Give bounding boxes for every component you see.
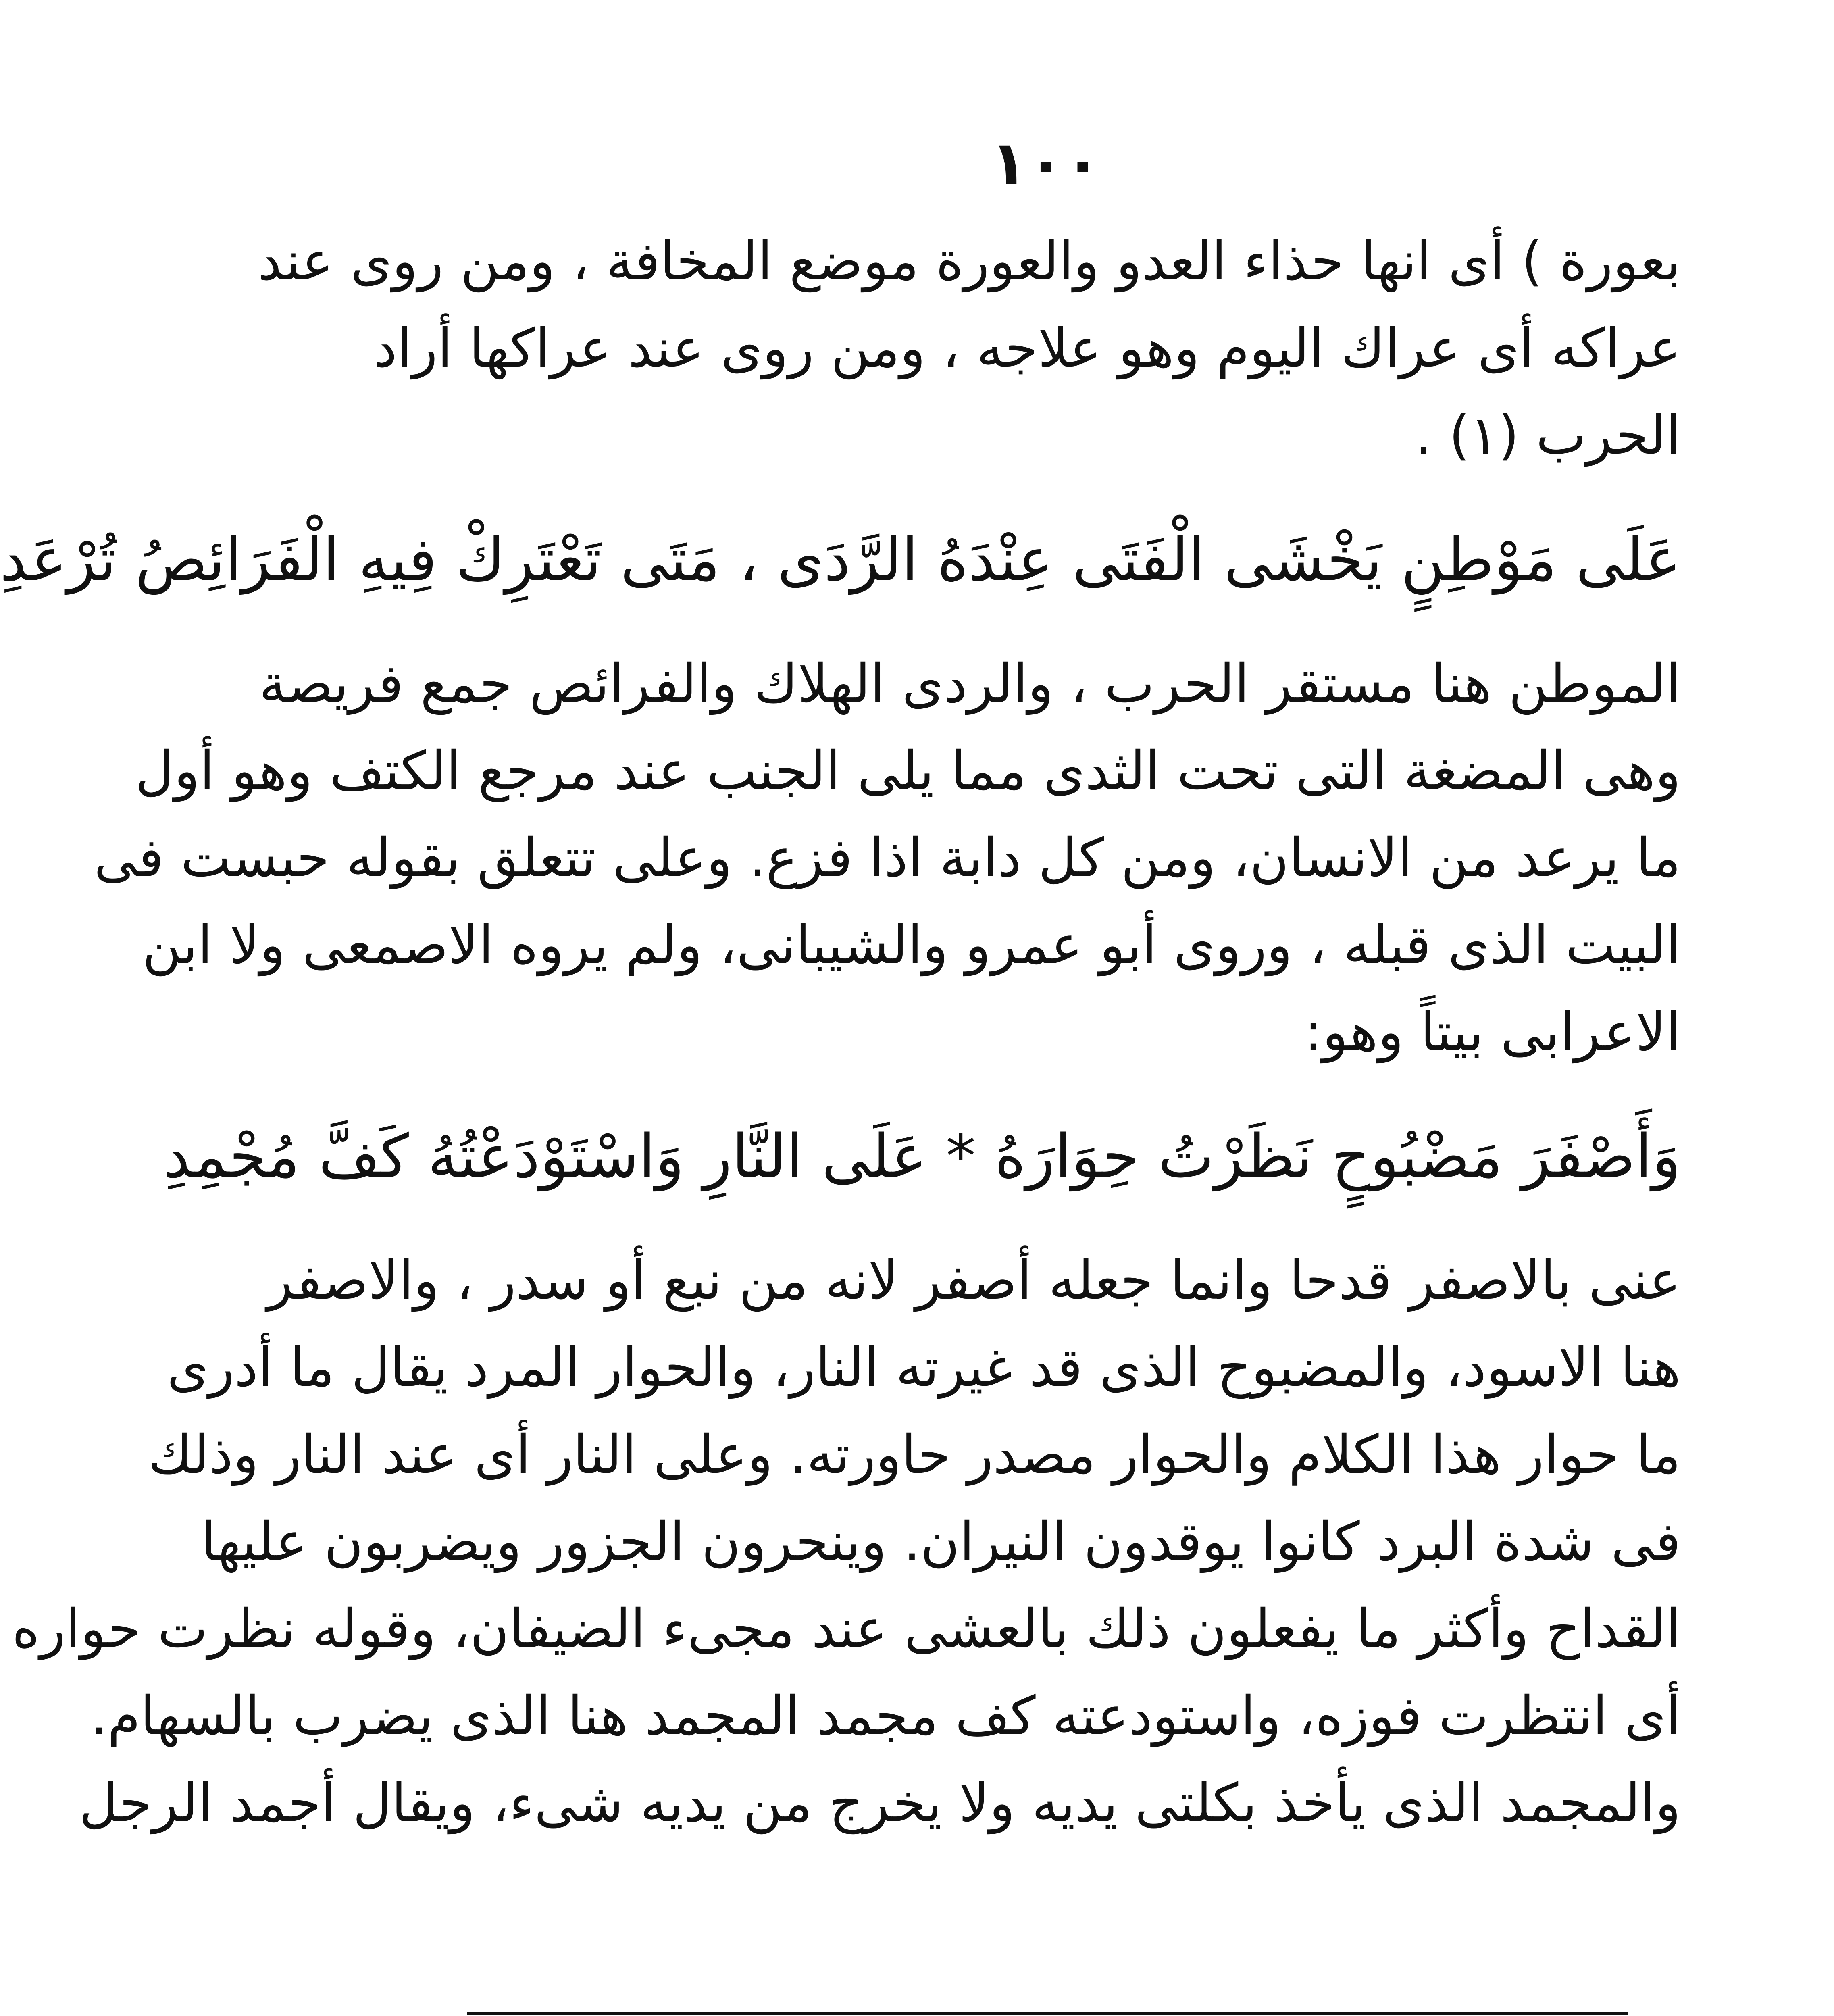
text-line: عراكه أى عراك اليوم وهو علاجه ، ومن روى عند عراكها أراد	[373, 317, 1681, 379]
text-line: الحرب (١) .	[1415, 404, 1681, 467]
text-line: عنى بالاصفر قدحا وانما جعله أصفر لانه من نبع أو سدر ، والاصفر	[267, 1250, 1681, 1312]
text-line: البيت الذى قبله ، وروى أبو عمرو والشيبانى، ولم يروه الاصمعى ولا ابن	[142, 914, 1681, 976]
footnote-divider	[467, 2012, 1628, 2015]
text-line: بعورة ) أى انها حذاء العدو والعورة موضع المخافة ، ومن روى عند	[258, 230, 1681, 292]
text-line: ما يرعد من الانسان، ومن كل دابة اذا فزع. وعلى تتعلق بقوله حبست فى	[94, 827, 1681, 889]
text-line: فى شدة البرد كانوا يوقدون النيران. وينحرون الجزور ويضربون عليها	[201, 1511, 1681, 1573]
text-line: الموطن هنا مستقر الحرب ، والردى الهلاك والفرائص جمع فريصة	[259, 653, 1681, 715]
poem-verse: عَلَى مَوْطِنٍ يَخْشَى الْفَتَى عِنْدَهُ الرَّدَى ، مَتَى تَعْتَرِكْ فِيهِ الْفَرَائِصُ تُرْعَدِ	[0, 525, 1681, 594]
main-text	[0, 218, 1681, 1847]
text-line: وهى المضغة التى تحت الثدى مما يلى الجنب عند مرجع الكتف وهو أول	[135, 740, 1681, 802]
poem-verse: وَأَصْفَرَ مَضْبُوحٍ نَظَرْتُ حِوَارَهُ * عَلَى النَّارِ وَاسْتَوْدَعْتُهُ كَفَّ مُجْمِدِ	[163, 1122, 1681, 1191]
text-line: ما حوار هذا الكلام والحوار مصدر حاورته. وعلى النار أى عند النار وذلك	[148, 1424, 1681, 1486]
text-line: الاعرابى بيتاً وهو:	[1304, 1001, 1681, 1063]
text-line: هنا الاسود، والمضبوح الذى قد غيرته النار، والحوار المرد يقال ما أدرى	[167, 1337, 1681, 1399]
text-line: أى انتظرت فوزه، واستودعته كف مجمد المجمد هنا الذى يضرب بالسهام.	[90, 1685, 1681, 1747]
text-line: القداح وأكثر ما يفعلون ذلك بالعشى عند مجىء الضيفان، وقوله نظرت حواره	[12, 1598, 1681, 1660]
text-line: والمجمد الذى يأخذ بكلتى يديه ولا يخرج من يديه شىء، ويقال أجمد الرجل	[79, 1772, 1681, 1834]
page-number: ١٠٠	[990, 128, 1101, 198]
